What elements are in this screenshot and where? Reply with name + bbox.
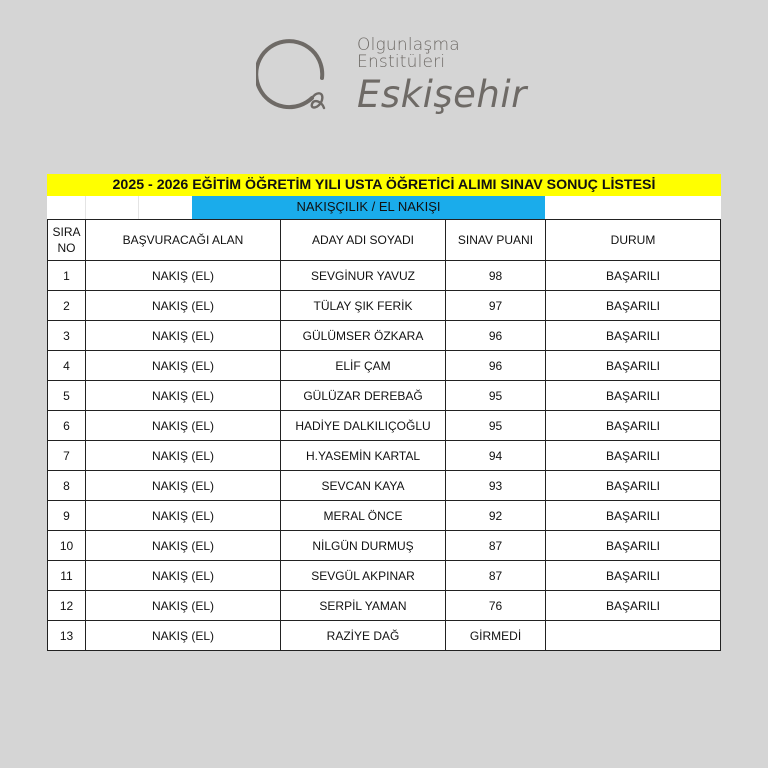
- candidate-name-cell: TÜLAY ŞIK FERİK: [281, 291, 446, 321]
- candidate-name-cell: NİLGÜN DURMUŞ: [281, 531, 446, 561]
- applied-field-cell: NAKIŞ (EL): [86, 291, 281, 321]
- exam-score-cell: 95: [446, 381, 546, 411]
- candidate-name-cell: SEVCAN KAYA: [281, 471, 446, 501]
- exam-score-cell: GİRMEDİ: [446, 621, 546, 651]
- subtitle-row: [47, 196, 721, 219]
- table-row: [48, 411, 721, 441]
- exam-score-cell: 94: [446, 441, 546, 471]
- candidate-name-cell: MERAL ÖNCE: [281, 501, 446, 531]
- logo-mark-icon: [256, 36, 336, 120]
- applied-field-cell: NAKIŞ (EL): [86, 591, 281, 621]
- candidate-name-cell: GÜLÜZAR DEREBAĞ: [281, 381, 446, 411]
- status-cell: BAŞARILI: [546, 471, 721, 501]
- row-number-cell: 3: [48, 321, 86, 351]
- status-cell: BAŞARILI: [546, 441, 721, 471]
- row-number-cell: 11: [48, 561, 86, 591]
- table-row: [48, 591, 721, 621]
- candidate-name-cell: SEVGÜL AKPINAR: [281, 561, 446, 591]
- list-title: 2025 - 2026 EĞİTİM ÖĞRETİM YILI USTA ÖĞRETİCİ ALIMI SINAV SONUÇ LİSTESİ: [47, 174, 721, 196]
- status-cell: BAŞARILI: [546, 411, 721, 441]
- row-number-cell: 2: [48, 291, 86, 321]
- candidate-name-cell: HADİYE DALKILIÇOĞLU: [281, 411, 446, 441]
- table-row: [48, 471, 721, 501]
- table-row: [48, 441, 721, 471]
- table-header-row: [48, 220, 721, 261]
- applied-field-cell: NAKIŞ (EL): [86, 411, 281, 441]
- row-number-cell: 7: [48, 441, 86, 471]
- candidate-name-cell: H.YASEMİN KARTAL: [281, 441, 446, 471]
- header-sira-line1: SIRA: [52, 225, 81, 239]
- exam-score-cell: 98: [446, 261, 546, 291]
- header-sira-no: [48, 220, 86, 261]
- applied-field-cell: NAKIŞ (EL): [86, 501, 281, 531]
- status-cell: BAŞARILI: [546, 351, 721, 381]
- applied-field-cell: NAKIŞ (EL): [86, 261, 281, 291]
- table-row: [48, 621, 721, 651]
- status-cell: BAŞARILI: [546, 261, 721, 291]
- applied-field-cell: NAKIŞ (EL): [86, 381, 281, 411]
- logo-text-city: Eskişehir: [357, 73, 527, 116]
- applied-field-cell: NAKIŞ (EL): [86, 561, 281, 591]
- exam-score-cell: 87: [446, 531, 546, 561]
- row-number-cell: 8: [48, 471, 86, 501]
- table-row: [48, 501, 721, 531]
- results-table: [47, 219, 721, 651]
- header-ad-soyad: ADAY ADI SOYADI: [281, 220, 446, 261]
- candidate-name-cell: SERPİL YAMAN: [281, 591, 446, 621]
- row-number-cell: 10: [48, 531, 86, 561]
- exam-score-cell: 96: [446, 351, 546, 381]
- exam-score-cell: 93: [446, 471, 546, 501]
- status-cell: BAŞARILI: [546, 381, 721, 411]
- exam-score-cell: 95: [446, 411, 546, 441]
- row-number-cell: 9: [48, 501, 86, 531]
- status-cell: BAŞARILI: [546, 291, 721, 321]
- header-durum: DURUM: [546, 220, 721, 261]
- header-alan: BAŞVURACAĞI ALAN: [86, 220, 281, 261]
- exam-score-cell: 87: [446, 561, 546, 591]
- table-row: [48, 381, 721, 411]
- applied-field-cell: NAKIŞ (EL): [86, 321, 281, 351]
- institute-logo: [256, 33, 536, 123]
- status-cell: BAŞARILI: [546, 501, 721, 531]
- exam-score-cell: 76: [446, 591, 546, 621]
- status-cell: BAŞARILI: [546, 321, 721, 351]
- table-row: [48, 561, 721, 591]
- row-number-cell: 1: [48, 261, 86, 291]
- status-cell: BAŞARILI: [546, 561, 721, 591]
- table-row: [48, 291, 721, 321]
- subtitle-row-divider: [138, 196, 139, 219]
- exam-score-cell: 92: [446, 501, 546, 531]
- header-sira-line2: NO: [57, 241, 76, 255]
- applied-field-cell: NAKIŞ (EL): [86, 621, 281, 651]
- logo-text-line1: Olgunlaşma: [357, 35, 460, 55]
- applied-field-cell: NAKIŞ (EL): [86, 441, 281, 471]
- row-number-cell: 6: [48, 411, 86, 441]
- row-number-cell: 5: [48, 381, 86, 411]
- subtitle-row-divider: [85, 196, 86, 219]
- applied-field-cell: NAKIŞ (EL): [86, 351, 281, 381]
- logo-text-line2: Enstitüleri: [357, 52, 446, 72]
- applied-field-cell: NAKIŞ (EL): [86, 531, 281, 561]
- row-number-cell: 4: [48, 351, 86, 381]
- candidate-name-cell: GÜLÜMSER ÖZKARA: [281, 321, 446, 351]
- status-cell: BAŞARILI: [546, 531, 721, 561]
- applied-field-cell: NAKIŞ (EL): [86, 471, 281, 501]
- table-row: [48, 321, 721, 351]
- department-subtitle: NAKIŞÇILIK / EL NAKIŞI: [192, 196, 545, 219]
- candidate-name-cell: SEVGİNUR YAVUZ: [281, 261, 446, 291]
- exam-score-cell: 96: [446, 321, 546, 351]
- table-row: [48, 351, 721, 381]
- status-cell: BAŞARILI: [546, 591, 721, 621]
- table-row: [48, 261, 721, 291]
- table-row: [48, 531, 721, 561]
- row-number-cell: 12: [48, 591, 86, 621]
- candidate-name-cell: RAZİYE DAĞ: [281, 621, 446, 651]
- header-sinav-puani: SINAV PUANI: [446, 220, 546, 261]
- exam-score-cell: 97: [446, 291, 546, 321]
- status-cell: [546, 621, 721, 651]
- row-number-cell: 13: [48, 621, 86, 651]
- candidate-name-cell: ELİF ÇAM: [281, 351, 446, 381]
